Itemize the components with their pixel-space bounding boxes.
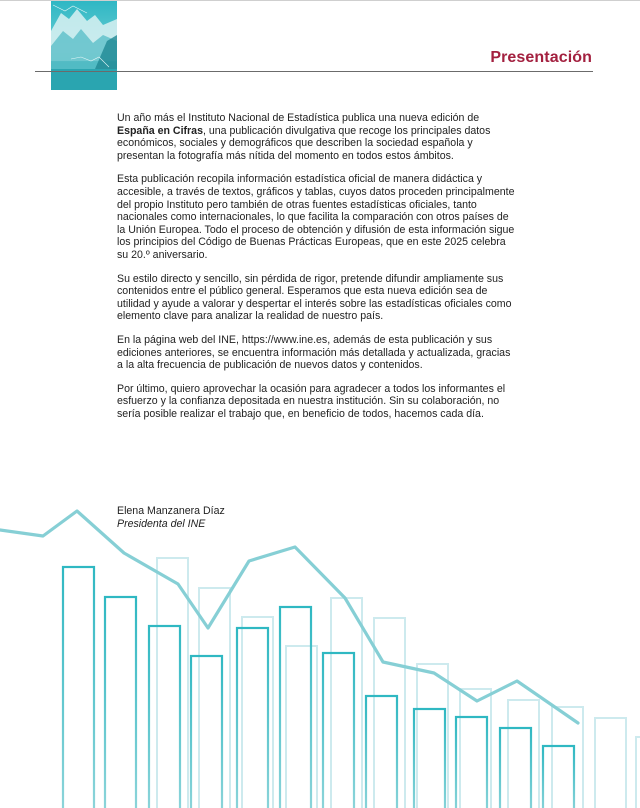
presentation-text [117, 112, 517, 431]
dark-bar [323, 653, 354, 808]
light-bar [157, 558, 188, 808]
signatory-role: Presidenta del INE [117, 518, 206, 530]
dark-bar [149, 626, 180, 808]
dark-bar [500, 728, 531, 808]
light-bar [595, 718, 626, 808]
light-bar [286, 646, 317, 808]
cover-thumbnail-image [51, 1, 117, 90]
paragraph-1-rest: , una publicación divulgativa que recoge los principales datos económicos, sociales y demográficos que describen la sociedad española y presentan la fotografía más nítida del momento en todos estos ámbitos. [117, 124, 491, 162]
glacier-illustration [51, 1, 117, 90]
light-bar [417, 664, 448, 808]
paragraph-4: En la página web del INE, https://www.ine.es, además de esta publicación y sus ediciones anteriores, se encuentra información más detallada y actualizada, gracias a la alta frecuencia de publicación de nuevos datos y contenidos. [117, 333, 511, 372]
light-bar [374, 618, 405, 808]
light-bar [331, 598, 362, 808]
decorative-chart-graphic [0, 495, 640, 808]
dark-bar [63, 567, 94, 808]
section-title: Presentación [490, 49, 592, 66]
dark-bar [280, 607, 311, 808]
paragraph-5: Por último, quiero aprovechar la ocasión para agradecer a todos los informantes el esfuerzo y la confianza depositada en nuestra institución. Sin su colaboración, no sería posible realizar el trabajo que, en beneficio de todos, hacemos cada día. [117, 382, 506, 420]
dark-bars [63, 567, 574, 808]
dark-bar [191, 656, 222, 808]
light-bar [508, 700, 539, 808]
signatory-name: Elena Manzanera Díaz [117, 505, 225, 517]
dark-bar [414, 709, 445, 808]
paragraph-2: Esta publicación recopila información estadística oficial de manera didáctica y accesible, a través de textos, gráficos y tablas, cuyos datos proceden principalmente del propio Instituto pero también de otras fuentes estadísticas oficiales, tanto nacionales como internacionales, lo que facilita la comparación con otros países de la Unión Europea. Todo el proceso de obtención y difusión de esta información sigue los principios del Código de Buenas Prácticas Europeas, que en este 2025 celebra su 20.º aniversario. [117, 173, 515, 261]
paragraph-1-intro: Un año más el Instituto Nacional de Estadística publica una nueva edición de [117, 112, 480, 124]
dark-bar [543, 746, 574, 808]
paragraph-3: Su estilo directo y sencillo, sin pérdida de rigor, pretende difundir ampliamente sus contenidos entre el público general. Esperamos que esta nueva edición sea de utilidad y ayude a valorar y despertar el interés sobre las estadísticas oficiales como elemento clave para analizar la realidad de nuestro país. [117, 272, 512, 323]
dark-bar [366, 696, 397, 808]
dark-bar [105, 597, 136, 808]
publication-name: España en Cifras [117, 124, 203, 137]
header-divider [35, 71, 593, 72]
water [51, 69, 117, 90]
overlay-line [53, 5, 87, 13]
light-bar [636, 737, 640, 808]
paragraph-1 [117, 112, 517, 162]
